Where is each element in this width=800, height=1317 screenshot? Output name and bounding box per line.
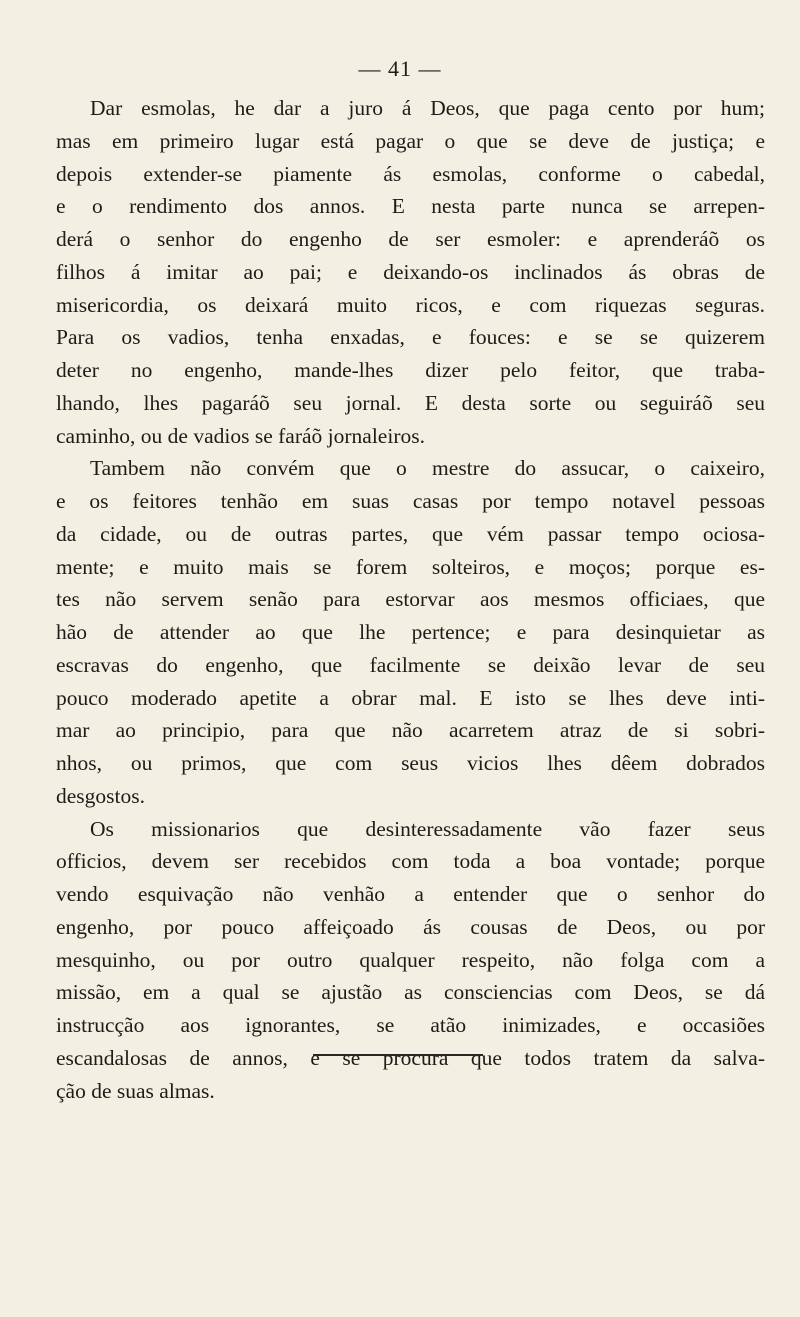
section-divider [313,1054,483,1056]
text-line: pouco moderado apetite a obrar mal. E isto se lhes deve inti- [56,685,765,710]
text-line: vendo esquivação não venhão a entender que o senhor do [56,882,765,906]
text-line: lhando, lhes pagaráõ seu jornal. E desta sorte ou seguiráõ seu [56,390,765,415]
text-line: Tambem não convém que o mestre do assucar, o caixeiro, [90,456,765,481]
text-line: e os feitores tenhão em suas casas por tempo notavel pessoas [56,489,765,513]
text-line: mesquinho, ou por outro qualquer respeito, não folga com a [56,947,765,972]
text-line: depois extender-se piamente ás esmolas, conforme o cabedal, [56,161,765,186]
text-line: deter no engenho, mande-lhes dizer pelo feitor, que traba- [56,358,765,382]
text-line: engenho, por pouco affeiçoado ás cousas de Deos, ou por [56,914,765,939]
text-line: Para os vadios, tenha enxadas, e fouces: e se se quizerem [56,325,765,350]
text-line: filhos á imitar ao pai; e deixando-os inclinados ás obras de [56,259,765,284]
text-line: da cidade, ou de outras partes, que vém passar tempo ociosa- [56,521,765,546]
page-number: — 41 — [358,56,442,81]
text-line: officios, devem ser recebidos com toda a boa vontade; porque [56,849,765,874]
text-line: Os missionarios que desinteressadamente vão fazer seus [90,816,765,841]
text-line: misericordia, os deixará muito ricos, e com riquezas seguras. [56,292,765,317]
text-line: e o rendimento dos annos. E nesta parte nunca se arrepen- [56,194,765,219]
text-line: nhos, ou primos, que com seus vicios lhes dêem dobrados [56,751,765,775]
text-line: ção de suas almas. [56,1078,215,1103]
text-line: tes não servem senão para estorvar aos mesmos officiaes, que [56,587,765,612]
text-line: caminho, ou de vadios se faráõ jornaleiros. [56,423,425,448]
text-line: Dar esmolas, he dar a juro á Deos, que paga cento por hum; [90,96,765,120]
text-line: escandalosas de annos, e se procura que todos tratem da salva- [56,1045,765,1070]
text-line: hão de attender ao que lhe pertence; e para desinquietar as [56,620,765,644]
text-line: derá o senhor do engenho de ser esmoler: e aprenderáõ os [56,227,765,251]
text-line: desgostos. [56,783,145,808]
text-line: mar ao principio, para que não acarretem atraz de si sobri- [56,718,765,743]
text-line: mente; e muito mais se forem solteiros, e moços; porque es- [56,554,765,579]
text-line: instrucção aos ignorantes, se atão inimizades, e occasiões [56,1013,765,1037]
text-line: mas em primeiro lugar está pagar o que se deve de justiça; e [56,128,765,153]
text-line: escravas do engenho, que facilmente se deixão levar de seu [56,652,765,677]
page-body [56,92,765,1107]
text-line: missão, em a qual se ajustão as consciencias com Deos, se dá [56,980,765,1005]
